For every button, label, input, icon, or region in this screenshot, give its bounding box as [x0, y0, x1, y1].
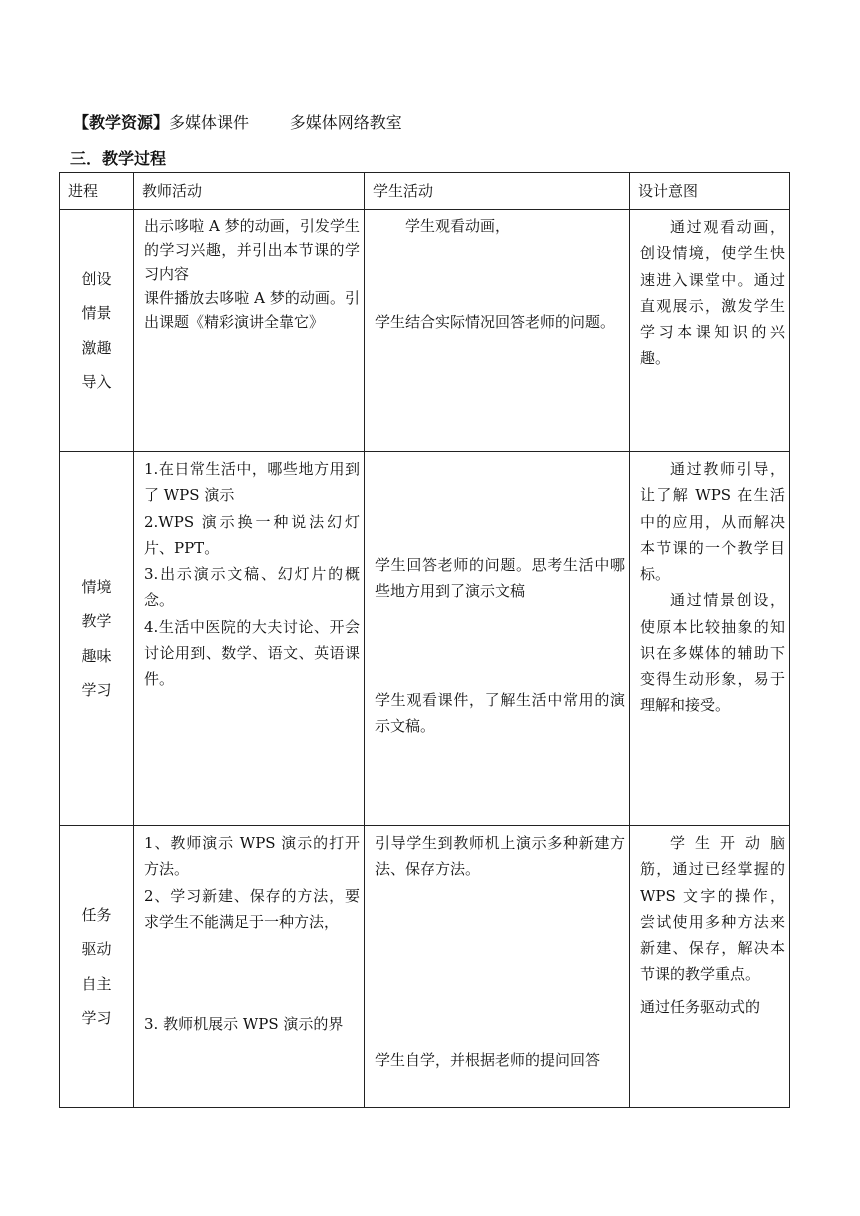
resources-text: 多媒体课件 多媒体网络教室: [169, 113, 402, 132]
intent-paragraph: 通过任务驱动式的: [640, 997, 761, 1016]
stage-char: 创设: [81, 269, 112, 288]
intent-paragraph: 通过观看动画，创设情境，使学生快速进入课堂中。通过直观展示，激发学生学习本课知识的兴趣。: [640, 218, 785, 368]
teacher-paragraph: 3. 教师机展示 WPS 演示的界: [144, 1015, 344, 1033]
teacher-cell: [134, 826, 365, 1108]
intent-paragraph: 学 生 开 动 脑 筋，通过已经掌握的 WPS 文字的操作，尝试使用多种方法来新建、保存，解决本节课的教学重点。: [640, 834, 785, 984]
stage-cell: [60, 826, 134, 1108]
header-student: 学生活动: [365, 173, 630, 210]
stage-cell: [60, 210, 134, 452]
student-paragraph: 学生观看课件，了解生活中常用的演示文稿。: [375, 690, 625, 735]
header-teacher: 教师活动: [134, 173, 365, 210]
teacher-paragraph: 3.出示演示文稿、幻灯片的概念。: [144, 565, 360, 610]
stage-char: 激趣: [81, 338, 112, 357]
student-paragraph: 学生观看动画，: [405, 217, 511, 235]
table-row: [60, 452, 790, 826]
teacher-cell: [134, 210, 365, 452]
stage-char: 学习: [81, 681, 112, 699]
intent-cell: [630, 210, 790, 452]
resources-label: 【教学资源】: [73, 113, 170, 132]
header-stage: 进程: [60, 173, 134, 210]
header-intent: 设计意图: [630, 173, 790, 210]
teaching-process-table: [59, 172, 790, 1108]
stage-char: 情景: [81, 304, 112, 322]
section-title: 三．教学过程: [70, 149, 167, 168]
student-paragraph: 学生自学，并根据老师的提问回答: [375, 1050, 601, 1069]
intent-paragraph: 通过教师引导，让了解 WPS 在生活中的应用，从而解决本节课的一个教学目标。: [640, 460, 785, 583]
stage-char: 情境: [81, 577, 112, 596]
intent-cell: [630, 452, 790, 826]
student-paragraph: 学生结合实际情况回答老师的问题。: [375, 313, 616, 331]
header-row: [60, 173, 790, 210]
stage-char: 自主: [81, 974, 112, 993]
intent-cell: [630, 826, 790, 1108]
table-row: [60, 210, 790, 452]
stage-char: 导入: [81, 373, 112, 391]
teacher-cell: [134, 452, 365, 826]
teacher-paragraph: 4.生活中医院的大夫讨论、开会讨论用到、数学、语文、英语课件。: [144, 617, 360, 688]
teacher-paragraph: 出示哆啦 A 梦的动画，引发学生的学习兴趣，并引出本节课的学习内容: [144, 217, 360, 283]
student-cell: [365, 210, 630, 452]
teacher-paragraph: 1、教师演示 WPS 演示的打开方法。: [144, 834, 360, 879]
teacher-paragraph: 2.WPS 演示换一种说法幻灯片、PPT。: [144, 512, 360, 557]
student-cell: [365, 826, 630, 1108]
teacher-paragraph: 2、学习新建、保存的方法，要求学生不能满足于一种方法，: [144, 886, 360, 931]
stage-cell: [60, 452, 134, 826]
stage-char: 学习: [81, 1009, 112, 1027]
stage-char: 趣味: [81, 646, 112, 665]
teaching-resources: [73, 110, 402, 133]
table-row: [60, 826, 790, 1108]
stage-char: 驱动: [81, 940, 112, 958]
student-cell: [365, 452, 630, 826]
intent-paragraph: 通过情景创设，使原本比较抽象的知识在多媒体的辅助下变得生动形象，易于理解和接受。: [640, 591, 785, 715]
stage-char: 任务: [81, 905, 112, 924]
stage-char: 教学: [81, 612, 112, 630]
student-paragraph: 学生回答老师的问题。思考生活中哪些地方用到了演示文稿: [375, 556, 625, 601]
student-paragraph: 引导学生到教师机上演示多种新建方法、保存方法。: [375, 834, 625, 879]
teacher-paragraph: 课件播放去哆啦 A 梦的动画。引出课题《精彩演讲全靠它》: [144, 289, 360, 331]
teacher-paragraph: 1.在日常生活中，哪些地方用到了 WPS 演示: [144, 460, 360, 505]
